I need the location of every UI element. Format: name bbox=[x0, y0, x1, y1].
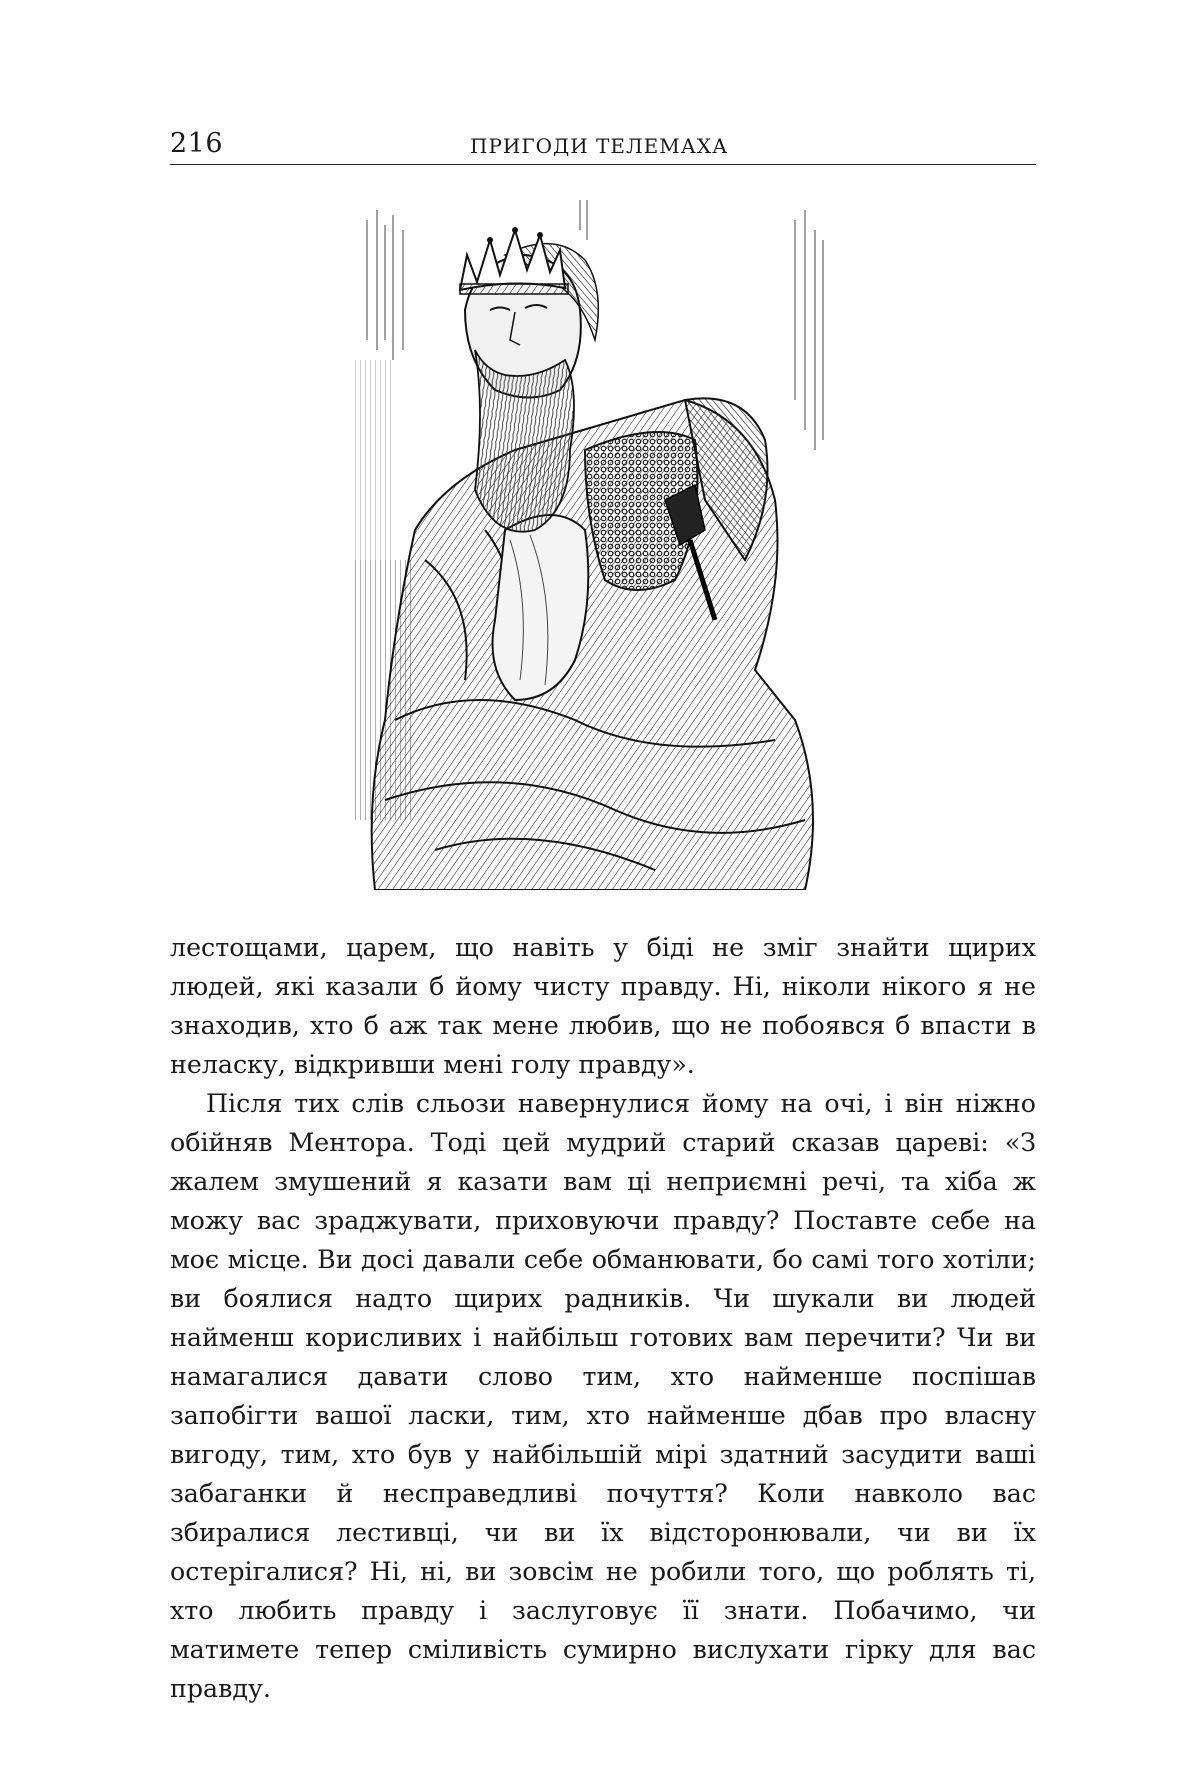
illustration bbox=[355, 200, 835, 890]
page-number: 216 bbox=[170, 128, 224, 159]
header-rule bbox=[170, 164, 1036, 165]
body-text bbox=[170, 928, 1036, 1708]
paragraph-1: лестощами, царем, що навіть у біді не зміг знайти щирих людей, які казали б йому чисту правду. Ні, ніколи нікого я не знаходив, хто б аж так мене любив, що не побоявся б впасти в неласку, відкривши мені голу правду». bbox=[170, 933, 1036, 1079]
paragraph-2: Після тих слів сльози навернулися йому на очі, і він ніжно обійняв Ментора. Тоді цей мудрий старий сказав цареві: «З жалем змушений я казати вам ці неприємні речі, та хіба ж можу вас зраджувати, приховуючи правду? Поставте себе на моє місце. Ви досі давали себе обманювати, бо самі того хотіли; ви боялися надто щирих радників. Чи шукали ви людей найменш корисливих і найбільш готових вам перечити? Чи ви намагалися давати слово тим, хто найменше поспішав запобігти вашої ласки, тим, хто найменше дбав про власну вигоду, тим, хто був у найбільшій мірі здатний засудити ваші забаганки й несправедливі почуття? Коли навколо вас збиралися лестивці, чи ви їх відсторонювали, чи ви їх остерігалися? Ні, ні, ви зовсім не робили того, що роблять ті, хто любить правду і заслуговує її знати. Побачимо, чи матимете тепер сміливість сумирно вислухати гірку для вас правду. bbox=[170, 1089, 1036, 1703]
running-head: ПРИГОДИ ТЕЛЕМАХА bbox=[470, 134, 729, 158]
engraving-king-with-crown-portrait-icon bbox=[355, 200, 835, 890]
